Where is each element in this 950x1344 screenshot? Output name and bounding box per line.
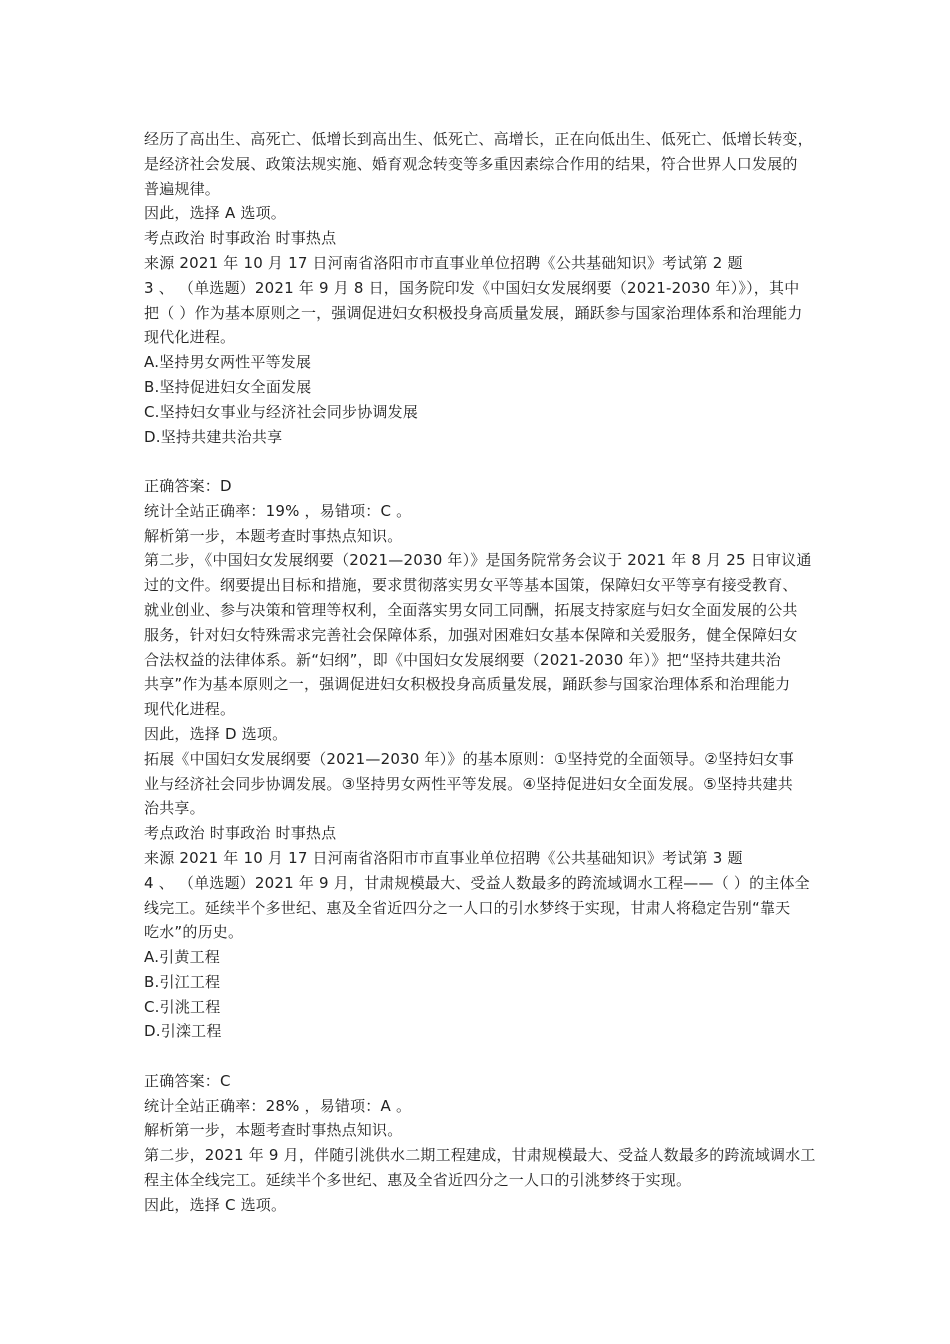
text-line: 就业创业、参与决策和管理等权利，全面落实男女同工同酬，拓展支持家庭与妇女全面发展的公共 <box>144 600 798 619</box>
top-kaodian: 考点政治 时事政治 时事热点 <box>144 229 337 248</box>
text-line: 3 、 （单选题）2021 年 9 月 8 日，国务院印发《中国妇女发展纲要（2021-2030 年）》），其中 <box>144 278 800 297</box>
document-body <box>144 127 816 1218</box>
text-line: 过的文件。纲要提出目标和措施，要求贯彻落实男女平等基本国策，保障妇女平等享有接受教育、 <box>144 576 798 595</box>
text-line: 治共享。 <box>144 799 205 818</box>
q3-conclusion: 因此，选择 D 选项。 <box>144 724 288 743</box>
q4-conclusion: 因此，选择 C 选项。 <box>144 1195 287 1214</box>
text-line: 第二步，2021 年 9 月，伴随引洮供水二期工程建成，甘肃规模最大、受益人数最多的跨流域调水工 <box>144 1146 816 1165</box>
q4-option-a: A.引黄工程 <box>144 948 220 967</box>
q4-option-c: C.引洮工程 <box>144 997 221 1016</box>
text-line: 普遍规律。 <box>144 179 221 198</box>
text-line: 业与经济社会同步协调发展。③坚持男女两性平等发展。④坚持促进妇女全面发展。⑤坚持共建共 <box>144 774 793 793</box>
q3-stats: 统计全站正确率：19% ，易错项：C 。 <box>144 501 412 520</box>
question-4 <box>144 846 816 1218</box>
q3-answer: 正确答案：D <box>144 476 232 495</box>
text-line: 线完工。延续半个多世纪、惠及全省近四分之一人口的引水梦终于实现，甘肃人将稳定告别“靠天 <box>144 898 791 917</box>
text-line: 共享”作为基本原则之一，强调促进妇女积极投身高质量发展，踊跃参与国家治理体系和治理能力 <box>144 675 791 694</box>
q3-stem <box>144 276 812 350</box>
q3-analysis-step1: 解析第一步，本题考查时事热点知识。 <box>144 526 403 545</box>
text-line: 是经济社会发展、政策法规实施、婚育观念转变等多重因素综合作用的结果，符合世界人口发展的 <box>144 154 798 173</box>
q4-source: 来源 2021 年 10 月 17 日河南省洛阳市市直事业单位招聘《公共基础知识》考试第 3 题 <box>144 848 743 867</box>
q4-analysis-step1: 解析第一步，本题考查时事热点知识。 <box>144 1121 403 1140</box>
text-line: 把（ ）作为基本原则之一，强调促进妇女积极投身高质量发展，踊跃参与国家治理体系和治理能力 <box>144 303 803 322</box>
q4-option-b: B.引江工程 <box>144 972 221 991</box>
text-line: 现代化进程。 <box>144 700 236 719</box>
text-line: 经历了高出生、高死亡、低增长到高出生、低死亡、高增长，正在向低出生、低死亡、低增长转变， <box>144 130 813 148</box>
q3-source: 来源 2021 年 10 月 17 日河南省洛阳市市直事业单位招聘《公共基础知识》考试第 2 题 <box>144 253 743 272</box>
top-conclusion: 因此，选择 A 选项。 <box>144 204 286 223</box>
text-line: 合法权益的法律体系。新“妇纲”，即《中国妇女发展纲要（2021-2030 年）》把“坚持共建共治 <box>144 650 781 669</box>
q3-option-a: A.坚持男女两性平等发展 <box>144 353 312 372</box>
q4-options <box>144 945 812 1044</box>
q4-stats: 统计全站正确率：28% ，易错项：A 。 <box>144 1096 412 1115</box>
q3-option-b: B.坚持促进妇女全面发展 <box>144 377 312 396</box>
q4-answer: 正确答案：C <box>144 1071 231 1090</box>
q3-option-c: C.坚持妇女事业与经济社会同步协调发展 <box>144 402 419 421</box>
q4-analysis-step2 <box>144 1143 816 1193</box>
top-paragraph <box>144 127 812 201</box>
text-line: 程主体全线完工。延续半个多世纪、惠及全省近四分之一人口的引洮梦终于实现。 <box>144 1171 692 1190</box>
spacer <box>144 449 812 474</box>
question-3 <box>144 251 812 846</box>
spacer <box>144 1044 812 1069</box>
q4-stem <box>144 871 812 945</box>
q3-analysis-step2 <box>144 548 812 722</box>
text-line: 拓展《中国妇女发展纲要（2021—2030 年）》的基本原则：①坚持党的全面领导。②坚持妇女事 <box>144 749 794 768</box>
text-line: 现代化进程。 <box>144 328 236 347</box>
q4-option-d: D.引滦工程 <box>144 1022 222 1041</box>
text-line: 服务，针对妇女特殊需求完善社会保障体系，加强对困难妇女基本保障和关爱服务，健全保障妇女 <box>144 625 798 644</box>
q3-extension <box>144 747 812 821</box>
text-line: 吃水”的历史。 <box>144 923 244 942</box>
text-line: 4 、 （单选题）2021 年 9 月，甘肃规模最大、受益人数最多的跨流域调水工程——（ ）的主体全 <box>144 873 810 892</box>
q3-option-d: D.坚持共建共治共享 <box>144 427 283 446</box>
text-line: 第二步，《中国妇女发展纲要（2021—2030 年）》是国务院常务会议于 2021 年 8 月 25 日审议通 <box>144 551 812 570</box>
q3-options <box>144 350 812 449</box>
q3-kaodian: 考点政治 时事政治 时事热点 <box>144 824 337 843</box>
